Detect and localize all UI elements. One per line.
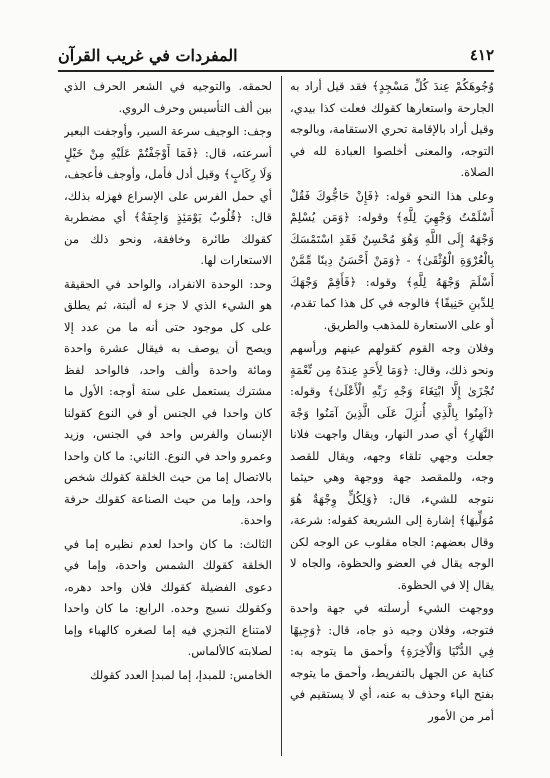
paragraph: الخامس: للمبدإ، إما لمبدإ العدد كقولك <box>90 667 272 682</box>
running-title: المفردات في غريب القرآن <box>58 45 238 65</box>
header-rule <box>58 70 494 72</box>
right-column <box>290 76 494 756</box>
paragraph: ووجهت الشيء أرسلته في جهة واحدة فتوجه، وفلان وجيه ذو جاه، قال: ﴿وَجِيهًا فِي الدُّنْيَا وَالْآخِرَةِ﴾ وأحمق ما يتوجه به: كناية عن الجهل بالتفريط، وأحمق ما يتوجه بفتح الياء وحذف به عنه، أي لا يستقيم في أمر من الأمور <box>290 601 494 723</box>
paragraph: وحد: الوحدة الانفراد، والواحد في الحقيقة هو الشيء الذي لا جزء له ألبتة، ثم يطلق على كل موجود حتى أنه ما من عدد إلا ويصح أن يوصف به فيقال عشرة واحدة ومائة واحدة وألف واحد، فالواحد لفظ مشترك يستعمل على ستة أوجه: الأول ما كان واحدا في الجنس أو في النوع كقولنا الإنسان والفرس واحد في الجنس، وزيد وعمرو واحد في النوع. الثاني: ما كان واحدا بالاتصال إما من حيث الخلقة كقولك شخص واحد، وإما من حيث الصناعة كقولك حرفة واحدة. <box>64 276 272 527</box>
paragraph: لحمقه. والتوجيه في الشعر الحرف الذي بين ألف التأسيس وحرف الروي. <box>64 79 272 115</box>
paragraph: وعلى هذا النحو قوله: ﴿فَإِنْ حَاجُّوكَ فَقُلْ أَسْلَمْتُ وَجْهِيَ لِلَّهِ﴾ وقوله: ﴿وَمَن يُسْلِمْ وَجْهَهُ إِلَى اللَّهِ وَهُوَ مُحْسِنٌ فَقَدِ اسْتَمْسَكَ بِالْعُرْوَةِ الْوُثْقَىٰ﴾ - ﴿وَمَنْ أَحْسَنُ دِينًا مِّمَّنْ أَسْلَمَ وَجْهَهُ لِلَّهِ﴾ وقوله: ﴿فَأَقِمْ وَجْهَكَ لِلدِّينِ حَنِيفًا﴾ فالوجه في كل هذا كما تقدم، أو على الاستعارة للمذهب والطريق. <box>290 188 494 332</box>
page-header <box>58 40 494 70</box>
column-divider <box>281 76 282 756</box>
page-number: ٤١٢ <box>469 46 494 64</box>
paragraph: الثالث: ما كان واحدا لعدم نظيره إما في الخلقة كقولك الشمس واحدة، وإما في دعوى الفضيلة كقولك فلان واحد دهره، وكقولك نسيج وحده. الرابع: ما كان واحدا لامتناع التجزي فيه إما لصغره كالهباء وإما لصلابته كالألماس. <box>64 536 272 658</box>
paragraph: وجف: الوجيف سرعة السير، وأوجفت البعير أسرعته، قال: ﴿فَمَا أَوْجَفْتُمْ عَلَيْهِ مِنْ خَيْلٍ وَلَا رِكَابٍ﴾ وقيل أدل فأمل، وأوجف فأعجف، أي حمل الفرس على الإسراع فهزله بذلك، قال: ﴿قُلُوبٌ يَوْمَئِذٍ وَاجِفَةٌ﴾ أي مضطربة كقولك طائرة وخافقة، ونحو ذلك من الاستعارات لها. <box>64 124 272 267</box>
paragraph: وفلان وجه القوم كقولهم عينهم ورأسهم ونحو ذلك، وقال: ﴿وَمَا لِأَحَدٍ عِندَهُ مِن نِّعْمَةٍ تُجْزَىٰ إِلَّا ابْتِغَاءَ وَجْهِ رَبِّهِ الْأَعْلَىٰ﴾ وقوله: ﴿آمِنُوا بِالَّذِي أُنزِلَ عَلَى الَّذِينَ آمَنُوا وَجْهَ النَّهَارِ﴾ أي صدر النهار، ويقال واجهت فلانا جعلت وجهي تلقاء وجهه، ويقال للقصد وجه، وللمقصد جهة ووجهة وهي حيثما نتوجه للشيء، قال: ﴿وَلِكُلٍّ وِجْهَةٌ هُوَ مُوَلِّيهَا﴾ إشارة إلى الشريعة كقوله: شرعة، وقال بعضهم: الجاه مقلوب عن الوجه لكن الوجه يقال في العضو والحظوة، والجاه لا يقال إلا في الحظوة. <box>290 341 494 592</box>
paragraph: وُجُوهَكُمْ عِندَ كُلِّ مَسْجِدٍ﴾ فقد قيل أراد به الجارحة واستعارها كقولك فعلت كذا بيدي، وقيل أراد بالإقامة تحري الاستقامة، وبالوجه التوجه، والمعنى أخلصوا العبادة لله في الصلاة. <box>290 79 494 179</box>
left-column <box>64 76 272 756</box>
